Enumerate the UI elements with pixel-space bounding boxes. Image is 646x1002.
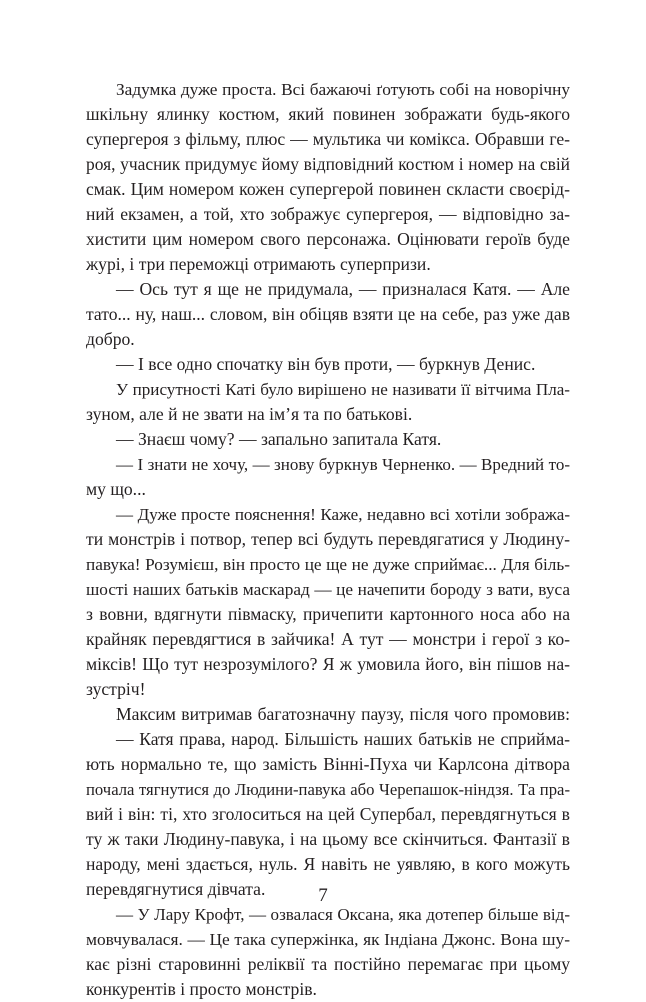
text-line: зустріч! <box>86 679 146 699</box>
text-line: — Знаєш чому? — запально запитала Катя. <box>116 429 442 449</box>
text-line: Задумка дуже проста. Всі бажаючі ґотують собі на новорічну <box>116 80 570 99</box>
text-line: кає різні старовинні реліквії та постійно перемагає при цьому <box>86 954 570 974</box>
text-line: почала тягнутися до Людини-павука або Черепашок-ніндзя. Та пра- <box>86 780 570 799</box>
text-line: добро. <box>86 329 135 349</box>
text-line: з вовни, вдягнути півмаску, причепити картонного носа або на <box>86 604 570 624</box>
text-line: крайняк перевдягтися в зайчика! А тут — монстри і герої з ко- <box>86 629 570 649</box>
text-line: перевдягнутися дівчата. <box>86 879 266 899</box>
text-line: му що... <box>86 479 146 499</box>
text-line: ний екзамен, а той, хто зображує супергероя, — відповідно за- <box>86 204 570 224</box>
text-line: шості наших батьків маскарад — це начепити бороду з вати, вуса <box>86 580 570 599</box>
text-line: смак. Цим номером кожен супергерой повинен скласти своєрід- <box>86 179 570 199</box>
text-line: ють нормально те, що замість Вінні-Пуха чи Карлсона дітвора <box>86 754 570 774</box>
text-line: зуном, але й не звати на ім’я та по батькові. <box>86 404 413 424</box>
text-line: хистити цим номером свого персонажа. Оцінювати героїв буде <box>86 229 570 249</box>
text-line: мовчувалася. — Це така супержінка, як Індіана Джонс. Вона шу- <box>86 930 570 949</box>
text-line: ти монстрів і потвор, тепер всі будуть перевдягатися у Людину- <box>86 529 570 549</box>
text-line: ту ж таки Людину-павука, і на цьому все скінчиться. Фантазії в <box>86 829 570 849</box>
text-line: журі, і три переможці отримають суперпризи. <box>86 254 431 274</box>
text-line: вий і він: ті, хто зголоситься на цей Супербал, перевдягнуться в <box>86 804 570 824</box>
text-line: Максим витримав багатозначну паузу, після чого промовив: <box>116 704 570 724</box>
text-line: супергероя з фільму, плюс — мультика чи комікса. Обравши ге- <box>86 129 570 149</box>
text-line: павука! Розумієш, він просто це ще не дуже сприймає... Для біль- <box>86 555 570 574</box>
text-line: народу, мені здається, нуль. Я навіть не уявляю, в кого можуть <box>86 854 570 874</box>
text-line: — І все одно спочатку він був проти, — буркнув Денис. <box>116 354 536 374</box>
text-line: — Ось тут я ще не придумала, — призналася Катя. — Але <box>116 279 570 299</box>
text-line: — І знати не хочу, — знову буркнув Черненко. — Вредний то- <box>116 455 570 474</box>
page-number: 7 <box>318 885 328 906</box>
text-line: роя, учасник придумує йому відповідний костюм і номер на свій <box>86 154 570 174</box>
text-line: міксів! Що тут незрозумілого? Я ж умовила його, він пішов на- <box>86 654 570 674</box>
text-line: — Катя права, народ. Більшість наших батьків не сприйма- <box>116 729 570 749</box>
body-text <box>86 77 570 1002</box>
text-line: тато... ну, наш... словом, він обіцяв взяти це на себе, раз уже дав <box>86 304 570 324</box>
text-line: — У Лару Крофт, — озвалася Оксана, яка дотепер більше від- <box>116 905 570 924</box>
text-line: — Дуже просте пояснення! Каже, недавно всі хотіли зобража- <box>116 505 570 524</box>
text-line: У присутності Каті було вирішено не називати її вітчима Пла- <box>116 380 570 399</box>
text-line: конкурентів і просто монстрів. <box>86 979 317 999</box>
text-line: шкільну ялинку костюм, який повинен зображати будь-якого <box>86 104 570 124</box>
